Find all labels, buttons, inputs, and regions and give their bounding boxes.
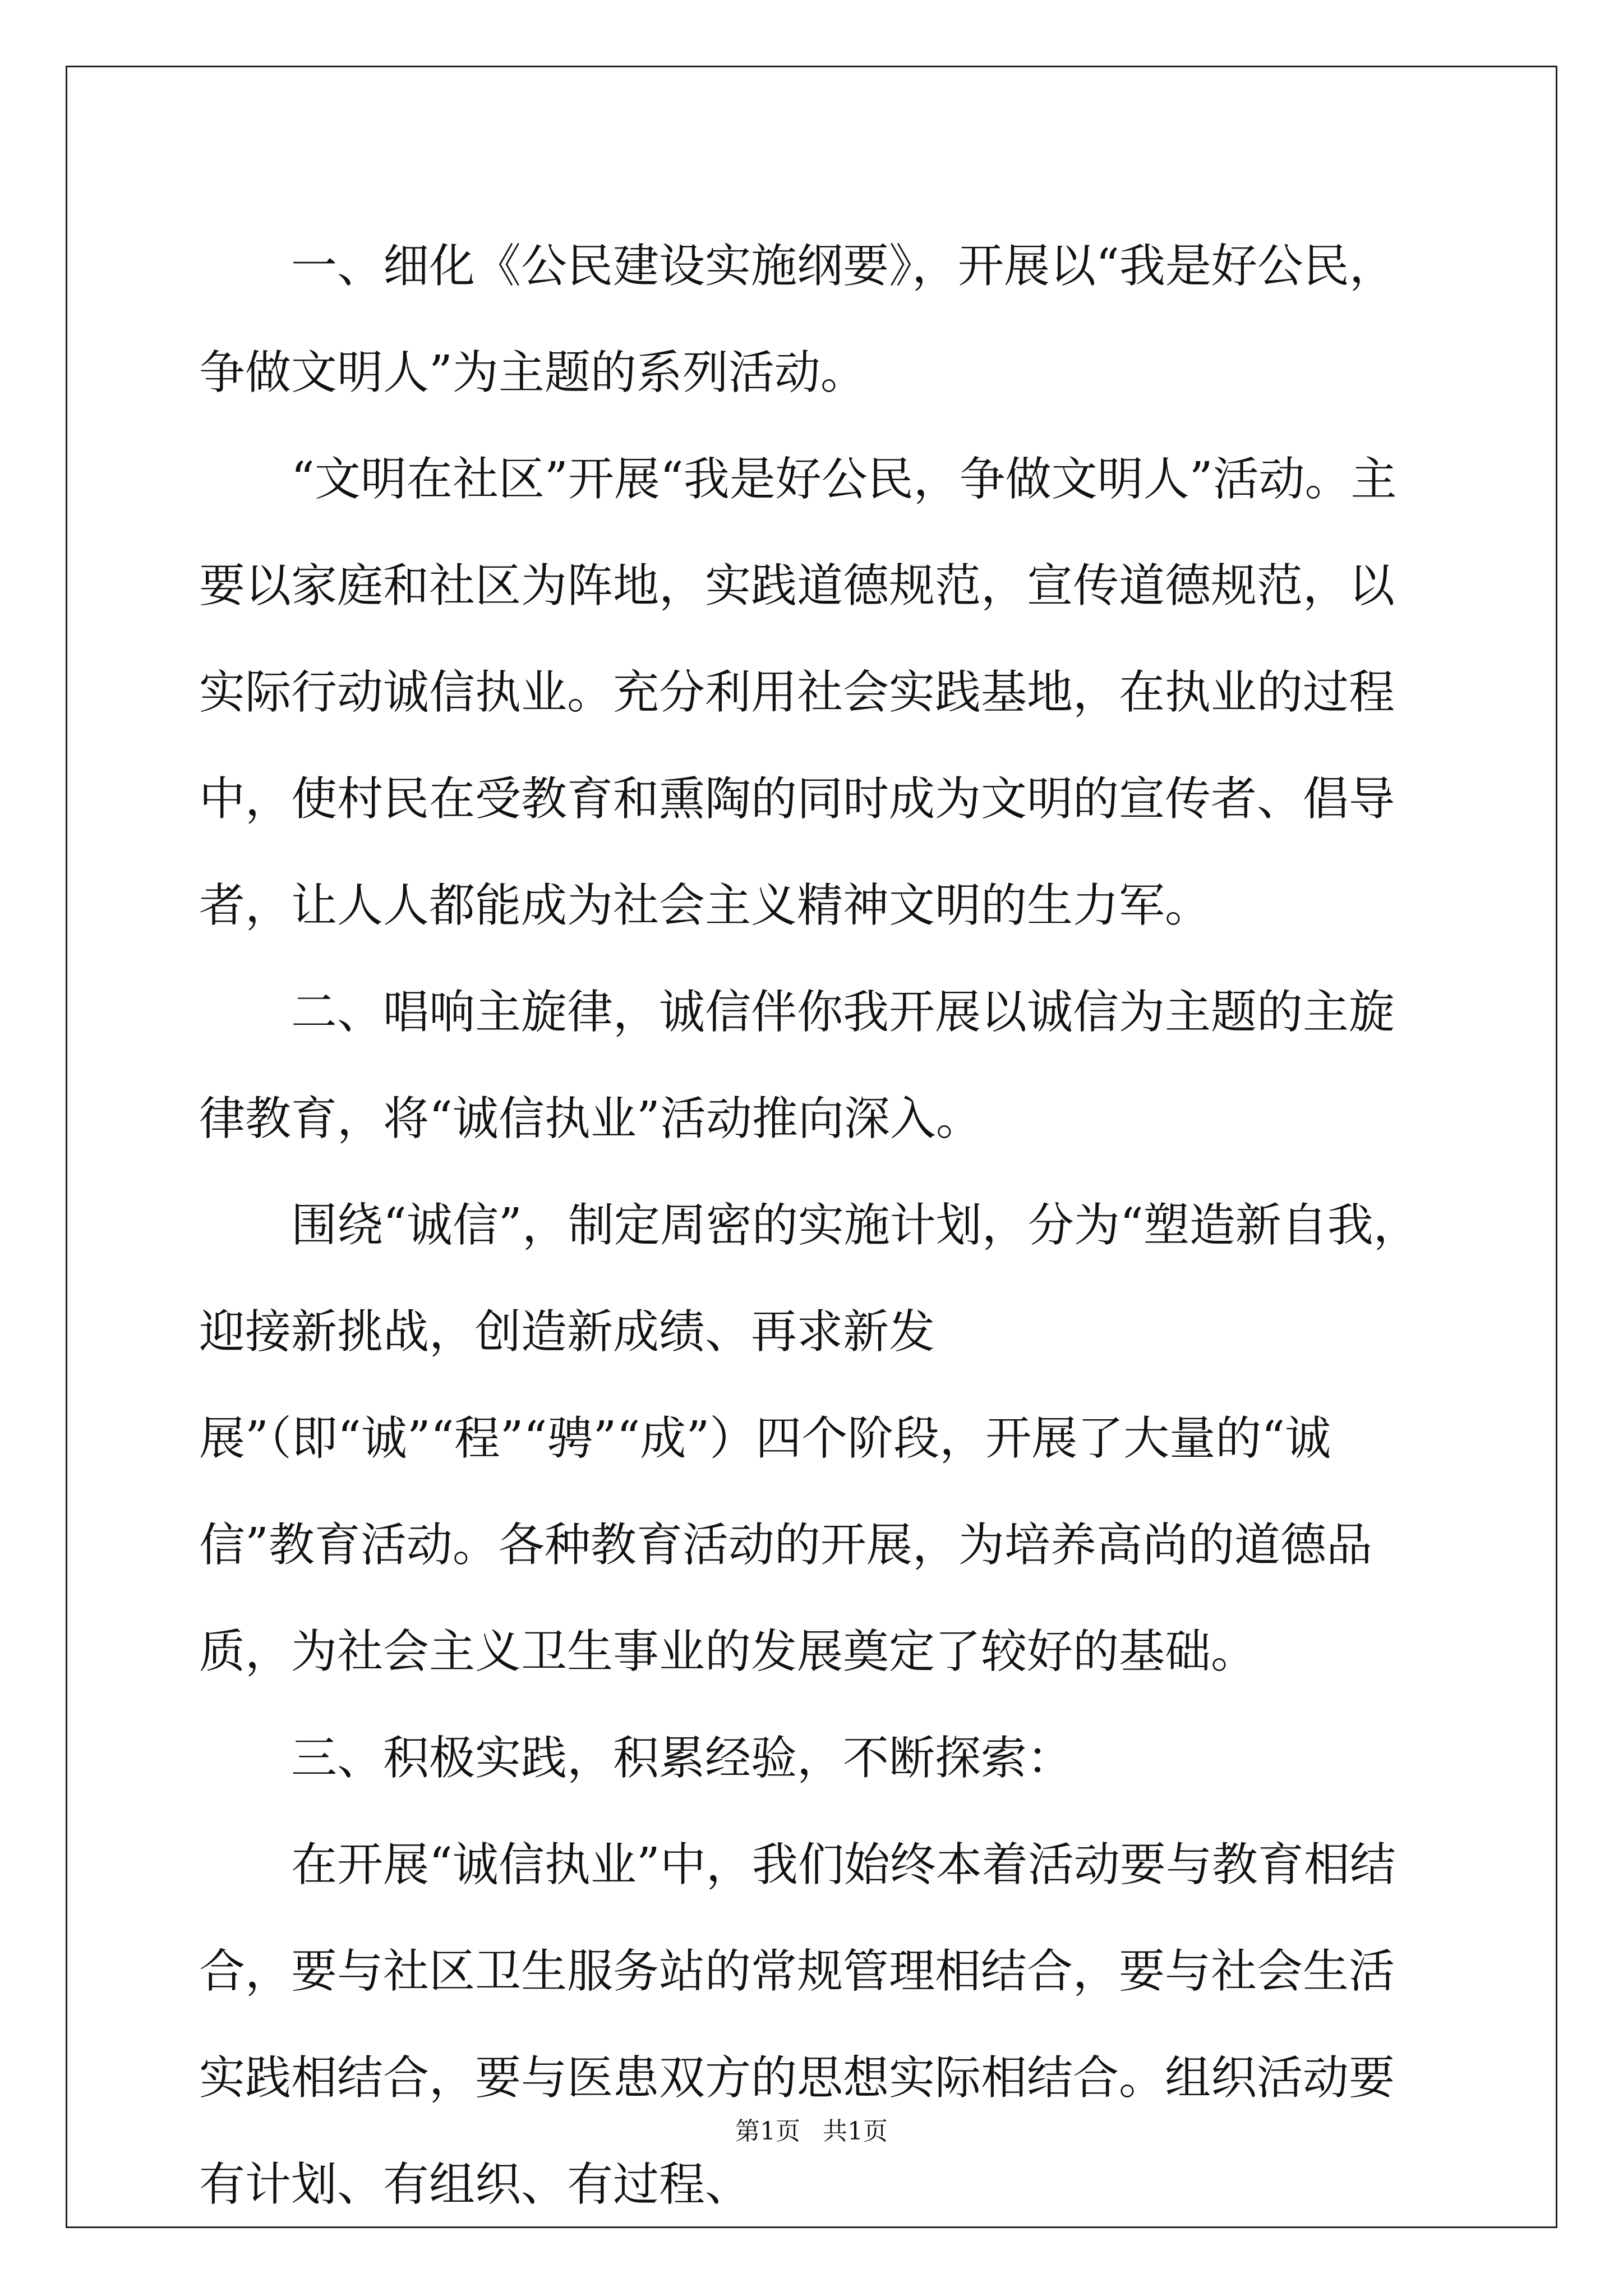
page-total: 共1页 <box>823 2117 888 2146</box>
paragraph-6: 在开展“诚信执业”中，我们始终本着活动要与教育相结合，要与社区卫生服务站的常规管理相结合，要与社会生活实践相结合，要与医患双方的思想实际相结合。组织活动要有计划、有组织、有过程、 <box>199 1838 1396 2211</box>
page-number: 第1页 <box>735 2117 800 2146</box>
paragraph-4: 围绕“诚信”，制定周密的实施计划，分为“塑造新自我，迎接新挑战，创造新成绩、再求新发展”（即“诚”“程”“骋”“成”）四个阶段，开展了大量的“诚信”教育活动。各种教育活动的开展，为培养高尚的道德品质，为社会主义卫生事业的发展奠定了较好的基础。 <box>199 1199 1419 1678</box>
paragraph-2: “文明在社区”开展“我是好公民，争做文明人”活动。主要以家庭和社区为阵地，实践道德规范，宣传道德规范，以实际行动诚信执业。充分利用社会实践基地，在执业的过程中，使村民在受教育和熏陶的同时成为文明的宣传者、倡导者，让人人都能成为社会主义精神文明的生力军。 <box>199 453 1397 932</box>
paragraph-3: 二、唱响主旋律，诚信伴你我开展以诚信为主题的主旋律教育，将“诚信执业”活动推向深入。 <box>199 986 1395 1145</box>
paragraph-5: 三、积极实践，积累经验，不断探索： <box>291 1732 1073 1785</box>
document-body <box>199 213 1422 2238</box>
page-footer <box>0 2115 1623 2148</box>
paragraph-1: 一、细化《公民建设实施纲要》，开展以“我是好公民，争做文明人”为主题的系列活动。 <box>199 240 1395 399</box>
